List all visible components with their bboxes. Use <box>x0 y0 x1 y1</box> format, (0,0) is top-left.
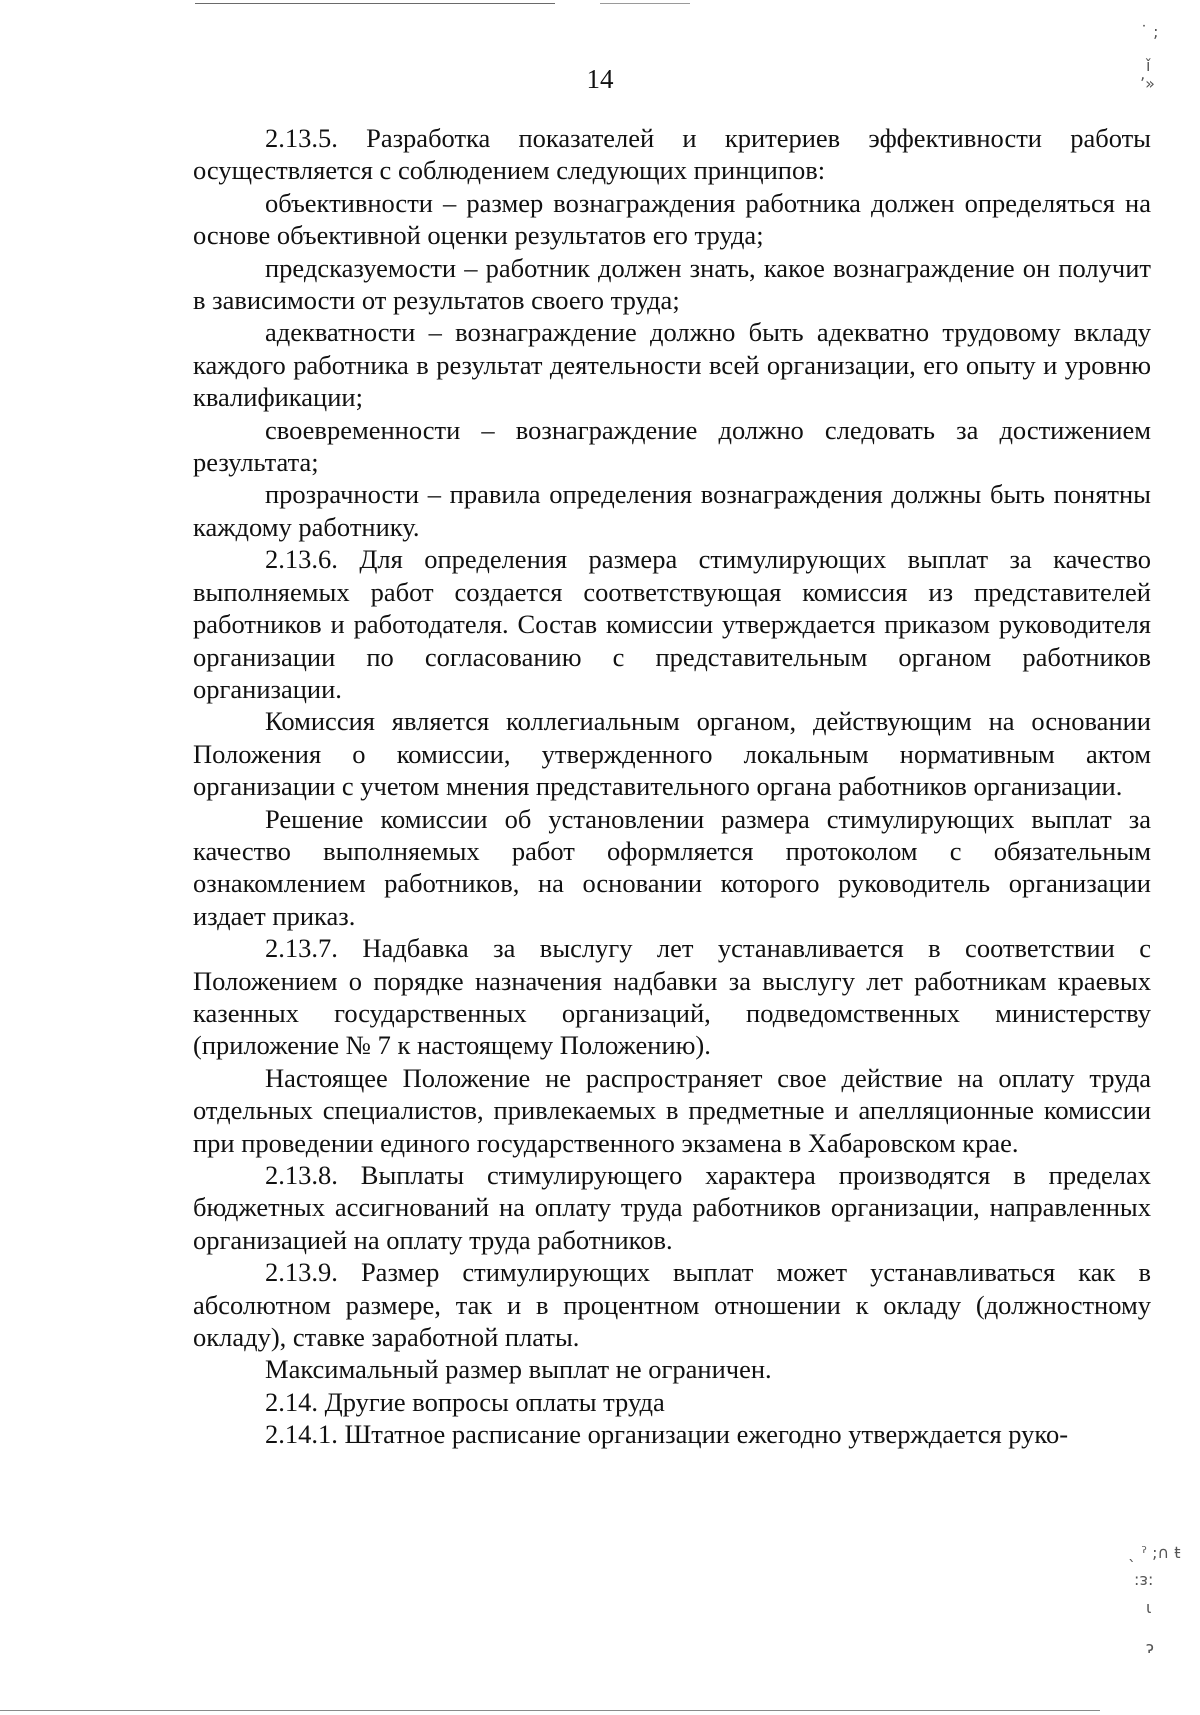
paragraph-max-payment: Максимальный размер выплат не ограничен. <box>265 1354 772 1385</box>
scan-artifact: ǐ <box>1146 56 1151 75</box>
paragraph-2-13-9: 2.13.9. Размер стимулирующих выплат может устанавливаться как в абсолютном размере, так и в процентном отношении к окладу (должностному окладу), ставке заработной платы. <box>193 1257 1151 1353</box>
bottom-scan-line <box>0 1710 1100 1711</box>
principle-transparency: прозрачности – правила определения вознаграждения должны быть понятны каждому работнику. <box>193 479 1151 542</box>
paragraph-2-13-7: 2.13.7. Надбавка за выслугу лет устанавливается в соответствии с Положением о порядке назначения надбавки за выслугу лет работникам краевых казенных государственных организаций, подведомственных министерству (приложение № 7 к настоящему Положению). <box>193 933 1151 1061</box>
paragraph-exam-specialists: Настоящее Положение не распространяет свое действие на оплату труда отдельных специалистов, привлекаемых в предметные и апелляционные комиссии при проведении единого государственного экзамена в Хабаровском крае. <box>193 1062 1151 1158</box>
paragraph-2-13-6: 2.13.6. Для определения размера стимулирующих выплат за качество выполняемых работ создается соответствующая комиссия из представителей работников и работодателя. Состав комиссии утверждается приказом руководителя организации по согласованию с представительным органом работников организации. <box>193 544 1151 704</box>
scan-artifact: ʼ» <box>1140 74 1155 93</box>
top-scan-line <box>195 3 555 4</box>
page-number: 14 <box>586 64 614 94</box>
document-body <box>193 122 1151 1451</box>
principle-adequacy: адекватности – вознаграждение должно быть адекватно трудовому вкладу каждого работника в результат деятельности всей организации, его опыту и уровню квалификации; <box>193 317 1151 413</box>
scan-artifact: ˙ ; <box>1140 22 1159 41</box>
scan-artifact: :ᴈ: <box>1134 1570 1154 1589</box>
heading-2-14: 2.14. Другие вопросы оплаты труда <box>265 1386 665 1417</box>
paragraph-2-14-1: 2.14.1. Штатное расписание организации ежегодно утверждается руко- <box>265 1419 1069 1450</box>
scan-artifact: ɂ <box>1146 1638 1154 1657</box>
paragraph-commission-decision: Решение комиссии об установлении размера стимулирующих выплат за качество выполняемых работ оформляется протоколом с обязательным ознакомлением работников, на основании которого руководитель организации издает приказ. <box>193 803 1151 931</box>
paragraph-commission: Комиссия является коллегиальным органом, действующим на основании Положения о комиссии, утвержденного локальным нормативным актом организации с учетом мнения представительного органа работников организации. <box>193 706 1151 802</box>
principle-predictability: предсказуемости – работник должен знать, какое вознаграждение он получит в зависимости от результатов своего труда; <box>193 252 1151 316</box>
scan-artifact: ˎ ˀ ;∩ ŧ <box>1128 1543 1181 1562</box>
top-scan-line-right <box>600 3 690 4</box>
paragraph-2-13-8: 2.13.8. Выплаты стимулирующего характера производятся в пределах бюджетных ассигнований на оплату труда работников организации, направленных организацией на оплату труда работников. <box>193 1160 1151 1255</box>
principle-objectivity: объективности – размер вознаграждения работника должен определяться на основе объективной оценки результатов его труда; <box>193 187 1151 251</box>
paragraph-2-13-5: 2.13.5. Разработка показателей и критериев эффективности работы осуществляется с соблюдением следующих принципов: <box>193 123 1151 186</box>
scan-artifact: ɩ <box>1146 1598 1152 1617</box>
principle-timeliness: своевременности – вознаграждение должно следовать за достижением результата; <box>193 414 1151 478</box>
